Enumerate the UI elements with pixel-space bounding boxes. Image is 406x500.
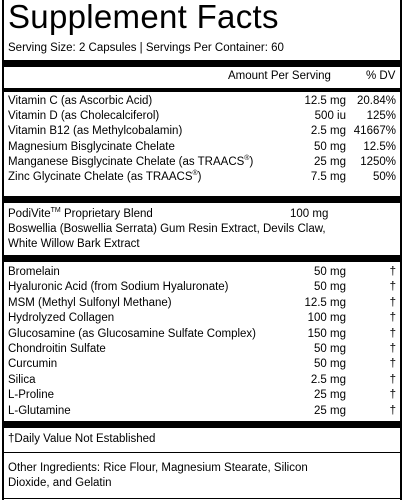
amount-per-serving: 100 mg <box>307 312 346 324</box>
other-ingredients-line: Dioxide, and Gelatin <box>8 477 112 489</box>
other-ingredients-line: Other Ingredients: Rice Flour, Magnesium Stearate, Silicon <box>8 462 308 474</box>
nutrient-name-text: Manganese Bisglycinate Chelate (as TRAACS <box>8 156 245 168</box>
nutrient-name-text: Vitamin B12 (as Methylcobalamin) <box>8 125 183 137</box>
ingredient-row <box>8 373 398 387</box>
amount-per-serving: 12.5 mg <box>304 95 346 107</box>
amount-per-serving: 50 mg <box>314 141 346 153</box>
nutrient-name <box>8 170 202 184</box>
nutrient-name-text: Chondroitin Sulfate <box>8 343 106 355</box>
amount-per-serving: 25 mg <box>314 405 346 417</box>
vitamin-row <box>8 155 398 169</box>
nutrient-name <box>8 265 60 279</box>
daily-value: † <box>389 297 396 309</box>
divider-thin <box>4 452 402 453</box>
nutrient-name <box>8 342 106 356</box>
trademark-mark: TM <box>50 207 61 215</box>
divider-thick <box>4 255 402 262</box>
serving-info: Serving Size: 2 Capsules | Servings Per Container: 60 <box>8 42 284 54</box>
nutrient-name-text: Vitamin D (as Cholecalciferol) <box>8 110 160 122</box>
ingredient-row <box>8 311 398 325</box>
ingredient-row <box>8 357 398 371</box>
amount-per-serving: 500 iu <box>314 110 346 122</box>
vitamin-row <box>8 124 398 138</box>
nutrient-name <box>8 373 35 387</box>
nutrient-name-text: Curcumin <box>8 358 58 370</box>
divider-thick <box>4 196 402 203</box>
nutrient-name <box>8 388 54 402</box>
amount-per-serving: 50 mg <box>314 266 346 278</box>
nutrient-name-text: Vitamin C (as Ascorbic Acid) <box>8 95 153 107</box>
vitamin-row <box>8 140 398 154</box>
daily-value: 1250% <box>360 156 396 168</box>
amount-per-serving: 2.5 mg <box>310 125 346 137</box>
nutrient-name-text: L-Proline <box>8 389 55 401</box>
nutrient-name <box>8 404 71 418</box>
ingredient-row <box>8 265 398 279</box>
vitamin-row <box>8 170 398 184</box>
daily-value: † <box>389 281 396 293</box>
blend-name-end: Proprietary Blend <box>60 208 153 220</box>
daily-value: † <box>389 405 396 417</box>
daily-value: 12.5% <box>363 141 396 153</box>
registered-mark: ® <box>244 155 250 163</box>
registered-mark: ® <box>192 170 198 178</box>
nutrient-name-text: Hydrolyzed Collagen <box>8 312 115 324</box>
nutrient-name-text: Magnesium Bisglycinate Chelate <box>8 141 175 153</box>
vitamin-row <box>8 109 398 123</box>
nutrient-name <box>8 280 229 294</box>
amount-per-serving: 25 mg <box>314 389 346 401</box>
amount-per-serving: 50 mg <box>314 358 346 370</box>
daily-value: † <box>389 343 396 355</box>
vitamin-row <box>8 94 398 108</box>
nutrient-name-text: MSM (Methyl Sulfonyl Methane) <box>8 297 172 309</box>
ingredient-row <box>8 327 398 341</box>
nutrient-name <box>8 357 57 371</box>
nutrient-name-end: ) <box>197 171 202 183</box>
dv-header: % DV <box>366 70 396 82</box>
amount-per-serving: 50 mg <box>314 343 346 355</box>
nutrient-name-text: Zinc Glycinate Chelate (as TRAACS <box>8 171 193 183</box>
divider-thick <box>4 421 402 428</box>
daily-value: 20.84% <box>356 95 396 107</box>
blend-contents-line: Boswellia (Boswellia Serrata) Gum Resin Extract, Devils Claw, <box>8 223 326 235</box>
nutrient-name-text: L-Glutamine <box>8 405 71 417</box>
nutrient-name <box>8 140 175 154</box>
daily-value: † <box>389 358 396 370</box>
amount-per-serving: 7.5 mg <box>310 171 346 183</box>
daily-value: † <box>389 328 396 340</box>
ingredient-row <box>8 342 398 356</box>
nutrient-name <box>8 311 114 325</box>
nutrient-name-end: ) <box>249 156 254 168</box>
nutrient-name-text: Silica <box>8 374 36 386</box>
amount-header: Amount Per Serving <box>228 70 331 82</box>
ingredient-row <box>8 296 398 310</box>
divider-bottom <box>4 498 402 499</box>
daily-value: † <box>389 389 396 401</box>
nutrient-name <box>8 155 253 169</box>
nutrient-name <box>8 124 182 138</box>
daily-value: 41667% <box>353 125 396 137</box>
nutrient-name-text: Hyaluronic Acid (from Sodium Hyaluronate) <box>8 281 229 293</box>
nutrient-name <box>8 296 172 310</box>
amount-per-serving: 12.5 mg <box>304 297 346 309</box>
ingredient-row <box>8 388 398 402</box>
amount-per-serving: 50 mg <box>314 281 346 293</box>
daily-value: † <box>389 374 396 386</box>
amount-per-serving: 150 mg <box>307 328 346 340</box>
blend-name: PodiVite <box>8 208 51 220</box>
footnote: †Daily Value Not Established <box>8 433 156 445</box>
nutrient-name-text: Glucosamine (as Glucosamine Sulfate Complex) <box>8 328 256 340</box>
daily-value: † <box>389 312 396 324</box>
blend-title <box>8 207 153 222</box>
nutrient-name <box>8 109 159 123</box>
ingredient-row <box>8 404 398 418</box>
label-title: Supplement Facts <box>8 0 279 35</box>
amount-per-serving: 2.5 mg <box>310 374 346 386</box>
divider-medium <box>4 88 402 92</box>
divider-thick <box>4 60 402 67</box>
daily-value: 125% <box>366 110 396 122</box>
amount-per-serving: 25 mg <box>314 156 346 168</box>
blend-amount: 100 mg <box>290 208 329 220</box>
daily-value: † <box>389 266 396 278</box>
nutrient-name <box>8 94 152 108</box>
nutrient-name-text: Bromelain <box>8 266 60 278</box>
nutrient-name <box>8 327 256 341</box>
ingredient-row <box>8 280 398 294</box>
blend-contents-line: White Willow Bark Extract <box>8 238 140 250</box>
daily-value: 50% <box>372 171 396 183</box>
